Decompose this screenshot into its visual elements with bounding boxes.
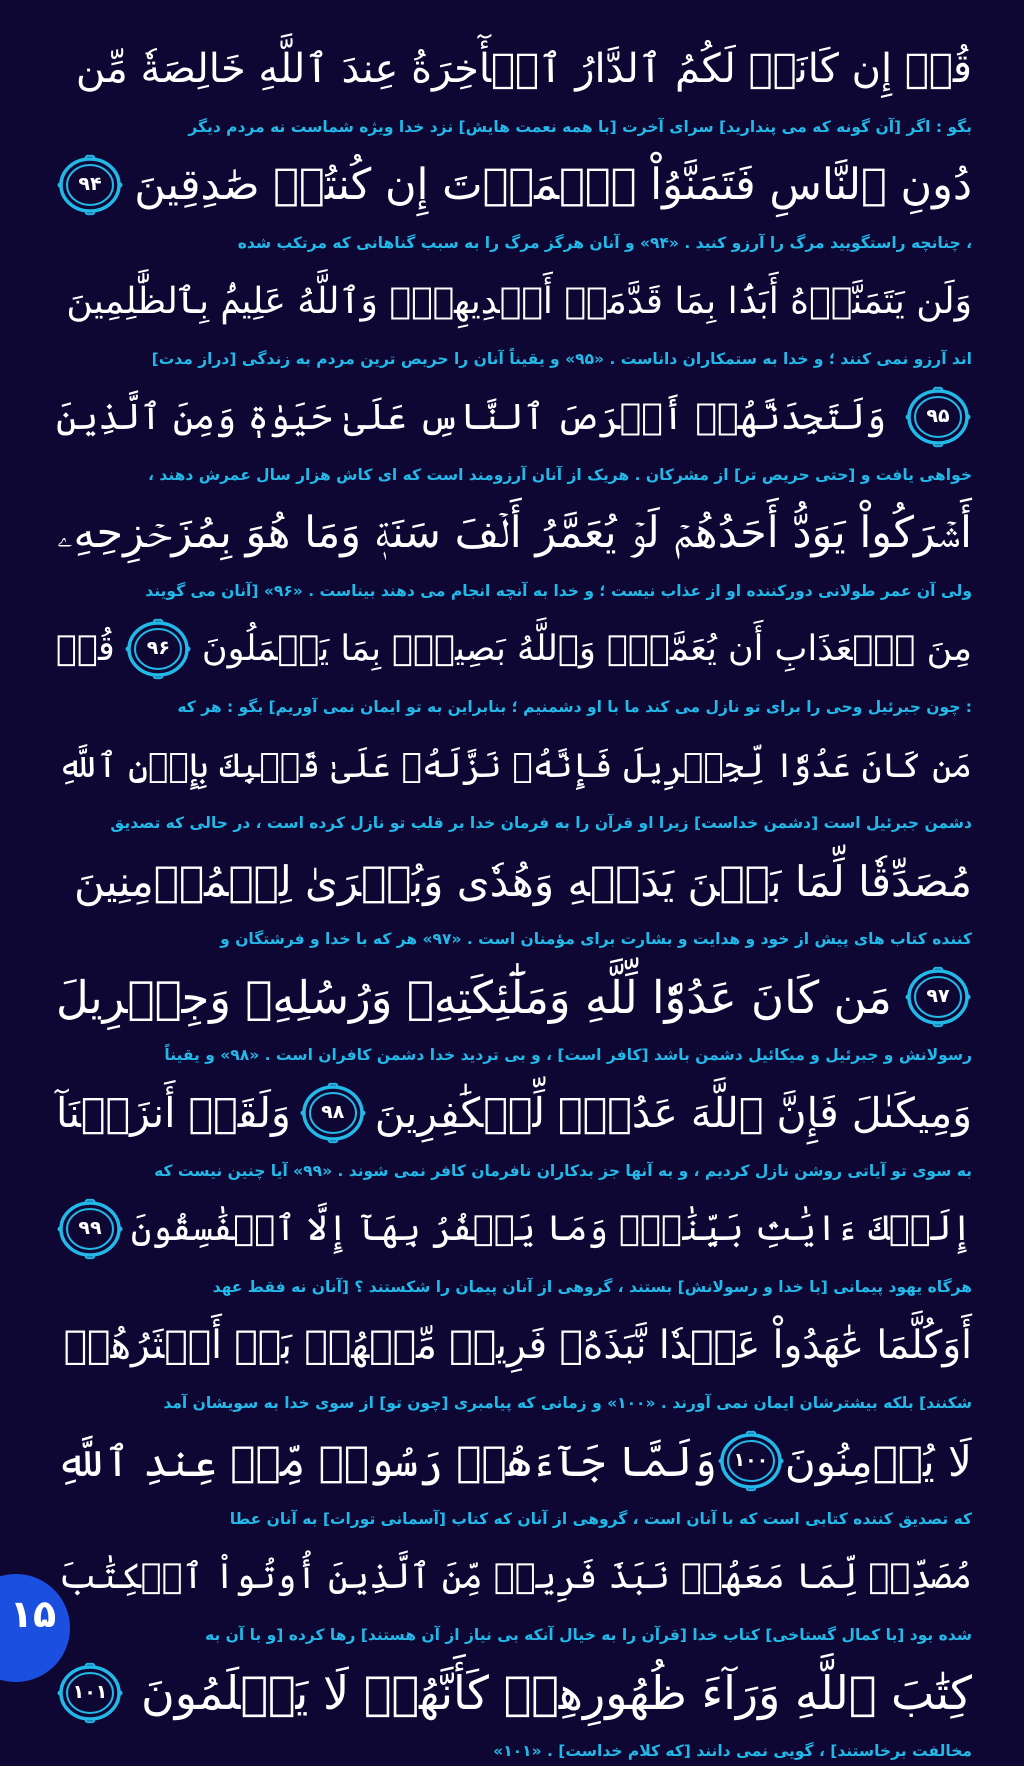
arabic-verse-text: أَشۡرَكُواْ يَوَدُّ أَحَدُهُمۡ لَوۡ يُعَمَّرُ أَلۡفَ سَنَةٖ وَمَا هُوَ بِمُزَحۡزِحِهِۦ [57, 508, 972, 558]
persian-translation-line: ، چنانچه راستگویید مرگ را آرزو کنید . «۹۴» و آنان هرگز مرگ را به سبب گناهانی که مرتکب شده [237, 234, 972, 252]
arabic-verse-line [56, 258, 972, 344]
persian-translation-line: به سوی تو آیاتی روشن نازل کردیم ، و به آنها جز بدکاران نافرمان کافر نمی شوند . «۹۹» آیا چنین نیست که [154, 1162, 972, 1180]
verse-number: ۹۴ [78, 173, 102, 195]
persian-translation-line: خواهی یافت و [حتی حریص تر] از مشرکان . هریک از آنان آرزومند است که ای کاش هزار سال عمرش دهند ، [148, 466, 972, 484]
persian-translation-line: مخالفت برخاستند] ، گویی نمی دانند [که کلام خداست] . «۱۰۱» [493, 1742, 972, 1760]
verse-number-marker [904, 966, 972, 1028]
arabic-verse-line [56, 954, 972, 1040]
arabic-verse-text: مُصَدِّقٗا لِّمَا بَيۡنَ يَدَيۡهِ وَهُدٗى وَبُشۡرَىٰ لِلۡمُؤۡمِنِينَ [73, 856, 972, 906]
arabic-verse-line [56, 1302, 972, 1388]
persian-translation-line: ولی آن عمر طولانی دورکننده او از عذاب نیست ؛ و خدا به آنچه انجام می دهند بیناست . «۹۶» [آنان می گویند [145, 582, 972, 600]
arabic-verse-text: وَلَتَجِدَنَّهُمۡ أَحۡرَصَ ٱلنَّاسِ عَلَىٰ حَيَوٰةٖ وَمِنَ ٱلَّذِينَ [56, 396, 887, 438]
persian-translation-line: شکنند] بلکه بیشترشان ایمان نمی آورند . «۱۰۰» و زمانی که پیامبری [چون تو] از سوی خدا به سویشان آمد [163, 1394, 972, 1412]
arabic-verse-text: وَلَقَدۡ أَنزَلۡنَآ [56, 1089, 291, 1137]
verse-number-marker [904, 386, 972, 448]
arabic-verse-line [56, 26, 972, 112]
arabic-verse-text: دُونِ ٱلنَّاسِ فَتَمَنَّوُاْ ٱلۡمَوۡتَ إِن كُنتُمۡ صَٰدِقِينَ [134, 160, 972, 210]
persian-translation-line: رسولانش و جبرئیل و میکائیل دشمن باشد [کافر است] ، و بی تردید خدا دشمن کافران است . «۹۸» و یقیناً [164, 1046, 972, 1064]
verse-number-marker [56, 1662, 124, 1724]
arabic-verse-text: وَلَمَّا جَآءَهُمۡ رَسُولٞ مِّنۡ عِندِ ٱللَّهِ [55, 1436, 717, 1486]
persian-translation-line: که تصدیق کننده کتابی است که با آنان است ، گروهی از آنان که کتاب [آسمانی تورات] به آنان عطا [229, 1510, 972, 1528]
arabic-verse-line [56, 838, 972, 924]
arabic-verse-line [56, 606, 972, 692]
arabic-verse-line [56, 490, 972, 576]
arabic-verse-line [56, 722, 972, 808]
persian-translation-line: : چون جبرئیل وحی را برای تو نازل می کند ما با او دشمنیم ؛ بنابراین به تو ایمان نمی آوریم] بگو : هر که [177, 698, 972, 716]
persian-translation-line: دشمن جبرئیل است [دشمن خداست] زیرا او قرآن را به فرمان خدا بر قلب تو نازل کرده است ، در حالی که تصدیق [110, 814, 972, 832]
verse-number: ۹۷ [926, 985, 950, 1007]
arabic-verse-line [56, 142, 972, 228]
arabic-verse-text: أَوَكُلَّمَا عَٰهَدُواْ عَهۡدٗا نَّبَذَهُۥ فَرِيقٞ مِّنۡهُمۚ بَلۡ أَكۡثَرُهُمۡ [63, 1322, 972, 1368]
arabic-verse-text: قُلۡ [56, 629, 115, 669]
arabic-verse-line [56, 1070, 972, 1156]
verse-number-marker [717, 1430, 785, 1492]
persian-translation-line: بگو : اگر [آن گونه که می پندارید] سرای آخرت [با همه نعمت هایش] نزد خدا ویژه شماست نه مردم دیگر [188, 118, 972, 136]
arabic-verse-line [56, 1650, 972, 1736]
verse-number: ۱۰۰ [733, 1449, 769, 1471]
arabic-verse-text: إِلَيۡكَ ءَايَٰتِۢ بَيِّنَٰتٖۖ وَمَا يَكۡفُرُ بِهَآ إِلَّا ٱلۡفَٰسِقُونَ [130, 1209, 972, 1249]
verse-number: ۹۹ [78, 1217, 102, 1239]
verse-number-marker [56, 154, 124, 216]
arabic-verse-text: مُصَدِّقٞ لِّمَا مَعَهُمۡ نَبَذَ فَرِيقٞ مِّنَ ٱلَّذِينَ أُوتُواْ ٱلۡكِتَٰبَ [58, 1557, 972, 1597]
arabic-verse-text: مِنَ ٱلۡعَذَابِ أَن يُعَمَّرَۗ وَٱللَّهُ بَصِيرُۢ بِمَا يَعۡمَلُونَ [201, 629, 972, 669]
persian-translation-line: شده بود [با کمال گستاخی] کتاب خدا [قرآن را به خیال آنکه بی نیاز از آن هستند] رها کرده [و با آن به [205, 1626, 972, 1644]
persian-translation-line: هرگاه یهود پیمانی [با خدا و رسولانش] بستند ، گروهی از آنان پیمان را شکستند ؟ [آنان نه فقط عهد [212, 1278, 972, 1296]
arabic-verse-text: كِتَٰبَ ٱللَّهِ وَرَآءَ ظُهُورِهِمۡ كَأَنَّهُمۡ لَا يَعۡلَمُونَ [140, 1666, 972, 1720]
persian-translation-line: اند آرزو نمی کنند ؛ و خدا به ستمکاران داناست . «۹۵» و یقیناً آنان را حریص ترین مردم به زندگی [دراز مدت] [151, 350, 972, 368]
arabic-verse-line [56, 1418, 972, 1504]
page-number: ۱۵ [9, 1592, 57, 1636]
arabic-verse-text: مَن كَانَ عَدُوّٗا لِّلَّهِ وَمَلَٰٓئِكَتِهِۦ وَرُسُلِهِۦ وَجِبۡرِيلَ [56, 970, 892, 1024]
verse-number: ۹۸ [321, 1101, 345, 1123]
verse-number: ۹۶ [146, 637, 170, 659]
arabic-verse-text: قُلۡ إِن كَانَتۡ لَكُمُ ٱلدَّارُ ٱلۡأٓخِرَةُ عِندَ ٱللَّهِ خَالِصَةٗ مِّن [75, 46, 972, 92]
verse-number: ۹۵ [926, 405, 950, 427]
arabic-verse-line [56, 1534, 972, 1620]
arabic-verse-text: لَا يُؤۡمِنُونَ [784, 1436, 972, 1486]
arabic-verse-text: وَمِيكَىٰلَ فَإِنَّ ٱللَّهَ عَدُوّٞ لِّلۡكَٰفِرِينَ [374, 1089, 972, 1137]
verse-number: ۱۰۱ [72, 1681, 108, 1703]
arabic-verse-line [56, 374, 972, 460]
verse-number-marker [56, 1198, 124, 1260]
arabic-verse-line [56, 1186, 972, 1272]
verse-number-marker [299, 1082, 367, 1144]
verse-number-marker [124, 618, 192, 680]
arabic-verse-text: مَن كَانَ عَدُوّٗا لِّجِبۡرِيلَ فَإِنَّهُۥ نَزَّلَهُۥ عَلَىٰ قَلۡبِكَ بِإِذۡنِ ٱللَّهِ [57, 745, 972, 786]
arabic-verse-text: وَلَن يَتَمَنَّوۡهُ أَبَدَۢا بِمَا قَدَّمَتۡ أَيۡدِيهِمۡۚ وَٱللَّهُ عَلِيمُۢ بِٱلظَّٰلِمِينَ [66, 280, 972, 322]
persian-translation-line: کننده کتاب های پیش از خود و هدایت و بشارت برای مؤمنان است . «۹۷» هر که با خدا و فرشتگان و [220, 930, 972, 948]
